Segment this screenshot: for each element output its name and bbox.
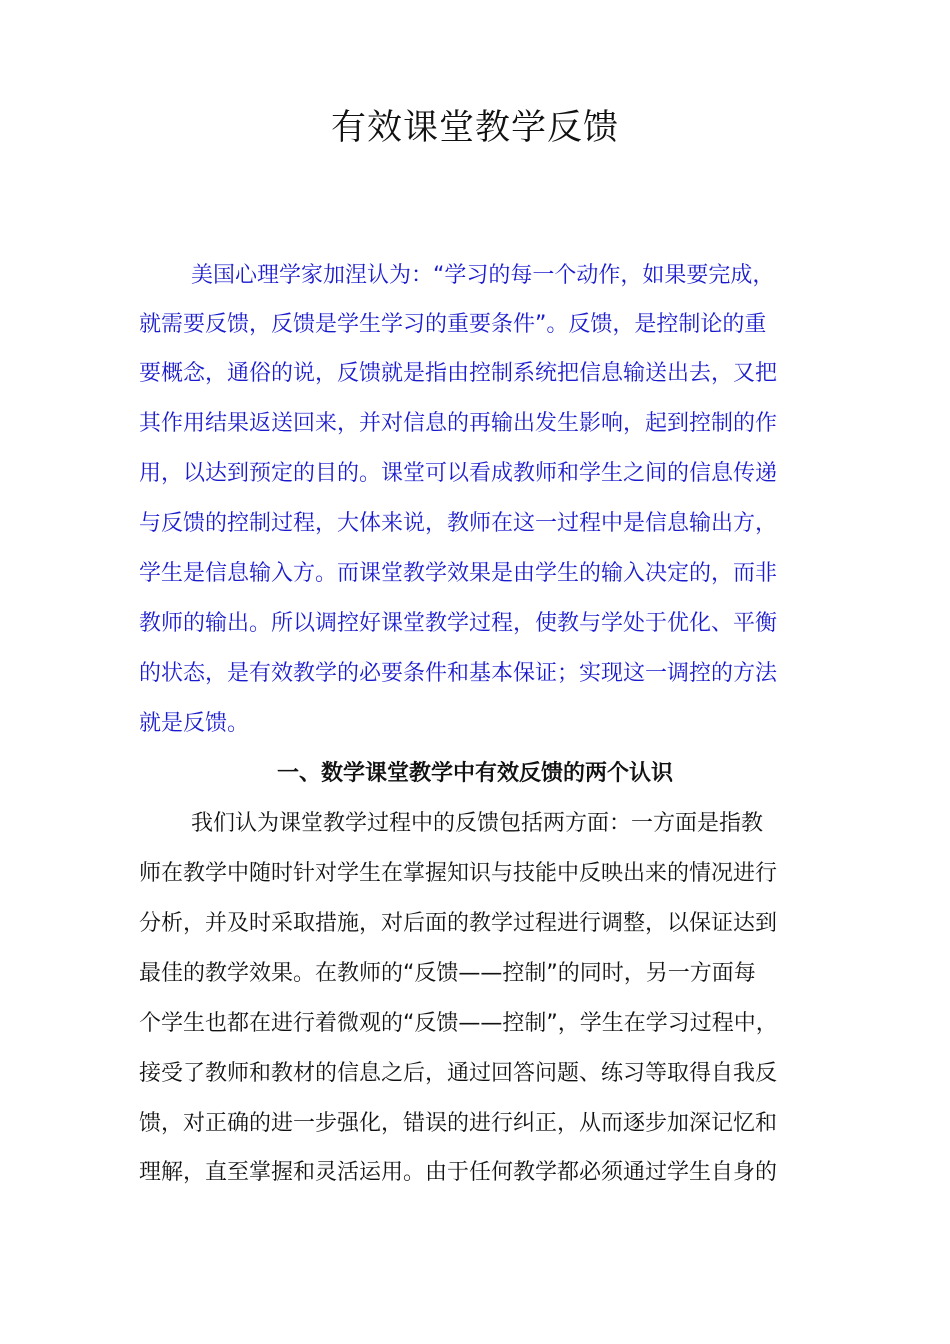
paragraph-line: 其作用结果返送回来，并对信息的再输出发生影响，起到控制的作 xyxy=(139,411,778,436)
paragraph-line: 教师的输出。所以调控好课堂教学过程，使教与学处于优化、平衡 xyxy=(139,611,778,636)
paragraph-line: 我们认为课堂教学过程中的反馈包括两方面：一方面是指教 xyxy=(191,811,764,836)
paragraph-line: 学生是信息输入方。而课堂教学效果是由学生的输入决定的，而非 xyxy=(139,561,778,586)
paragraph-line: 师在教学中随时针对学生在掌握知识与技能中反映出来的情况进行 xyxy=(139,861,778,886)
paragraph-line: 与反馈的控制过程，大体来说，教师在这一过程中是信息输出方， xyxy=(139,511,778,536)
paragraph-line: 接受了教师和教材的信息之后，通过回答问题、练习等取得自我反 xyxy=(139,1061,778,1086)
paragraph-line: 就是反馈。 xyxy=(139,711,250,736)
document-title: 有效课堂教学反馈 xyxy=(330,108,619,148)
paragraph-line: 的状态，是有效教学的必要条件和基本保证；实现这一调控的方法 xyxy=(139,661,778,686)
paragraph-line: 用，以达到预定的目的。课堂可以看成教师和学生之间的信息传递 xyxy=(139,461,778,486)
section-heading: 一、数学课堂教学中有效反馈的两个认识 xyxy=(276,761,673,786)
paragraph-line: 美国心理学家加涅认为：“学习的每一个动作，如果要完成， xyxy=(191,263,775,288)
paragraph-line: 分析，并及时采取措施，对后面的教学过程进行调整，以保证达到 xyxy=(139,911,778,936)
paragraph-line: 要概念，通俗的说，反馈就是指由控制系统把信息输送出去，又把 xyxy=(139,361,778,386)
paragraph-line: 理解，直至掌握和灵活运用。由于任何教学都必须通过学生自身的 xyxy=(139,1160,778,1185)
paragraph-line: 就需要反馈，反馈是学生学习的重要条件”。反馈，是控制论的重 xyxy=(139,312,767,337)
paragraph-line: 最佳的教学效果。在教师的“反馈——控制”的同时，另一方面每 xyxy=(139,961,756,986)
paragraph-line: 馈，对正确的进一步强化，错误的进行纠正，从而逐步加深记忆和 xyxy=(139,1111,778,1136)
paragraph-line: 个学生也都在进行着微观的“反馈——控制”，学生在学习过程中， xyxy=(139,1011,778,1036)
